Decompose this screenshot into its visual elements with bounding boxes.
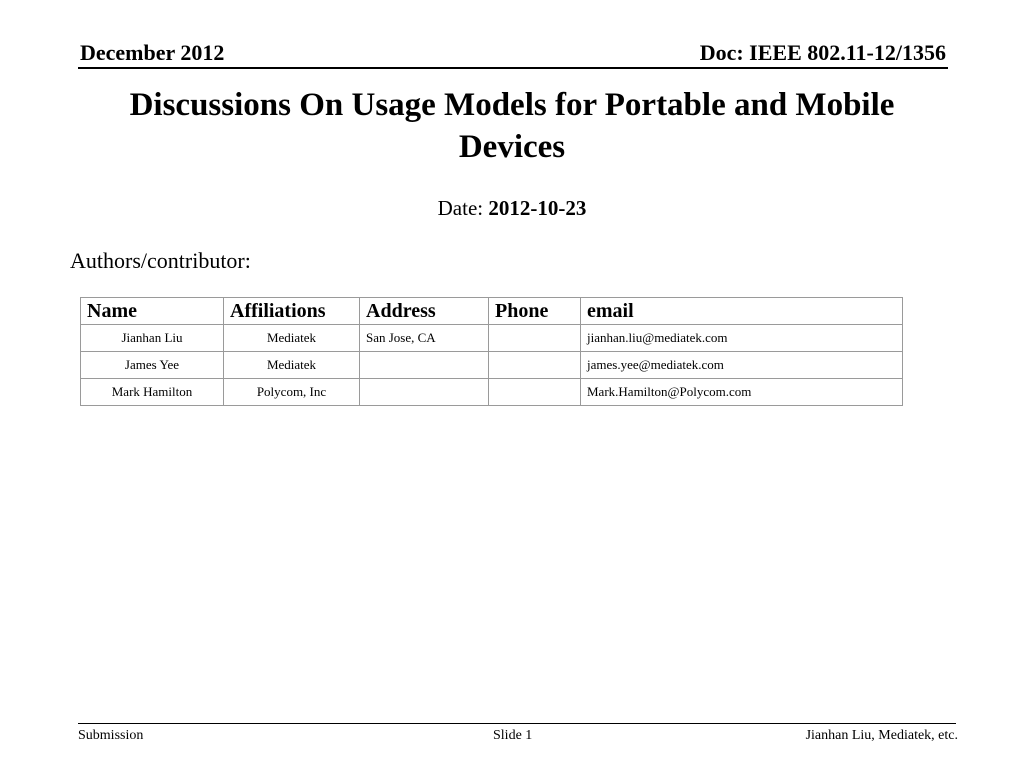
footer-author: Jianhan Liu, Mediatek, etc. [805, 728, 958, 743]
cell-email: james.yee@mediatek.com [581, 352, 903, 379]
cell-affiliation: Polycom, Inc [224, 379, 360, 406]
table-row [81, 352, 903, 379]
footer-rule [78, 723, 956, 724]
date-label: Date: [437, 196, 484, 220]
cell-address: San Jose, CA [360, 325, 489, 352]
cell-name: Jianhan Liu [81, 325, 224, 352]
col-header-name: Name [81, 298, 224, 325]
header-date: December 2012 [80, 40, 225, 65]
table-header-row [81, 298, 903, 325]
cell-email: jianhan.liu@mediatek.com [581, 325, 903, 352]
slide-title: Discussions On Usage Models for Portable and Mobile Devices [129, 87, 895, 165]
header-rule [78, 67, 948, 69]
cell-name: Mark Hamilton [81, 379, 224, 406]
col-header-phone: Phone [489, 298, 581, 325]
cell-affiliation: Mediatek [224, 325, 360, 352]
cell-address [360, 352, 489, 379]
cell-phone [489, 325, 581, 352]
cell-email: Mark.Hamilton@Polycom.com [581, 379, 903, 406]
col-header-address: Address [360, 298, 489, 325]
table-row [81, 325, 903, 352]
cell-phone [489, 379, 581, 406]
footer-submission: Submission [78, 728, 144, 743]
cell-phone [489, 352, 581, 379]
table-row [81, 379, 903, 406]
cell-address [360, 379, 489, 406]
date-line [0, 196, 1024, 221]
footer-slide-number: Slide 1 [493, 728, 533, 743]
header-doc-number: Doc: IEEE 802.11-12/1356 [699, 40, 946, 65]
cell-name: James Yee [81, 352, 224, 379]
col-header-affiliations: Affiliations [224, 298, 360, 325]
col-header-email: email [581, 298, 903, 325]
authors-label: Authors/contributor: [70, 248, 251, 273]
cell-affiliation: Mediatek [224, 352, 360, 379]
authors-table [80, 297, 903, 406]
date-value: 2012-10-23 [488, 196, 587, 220]
